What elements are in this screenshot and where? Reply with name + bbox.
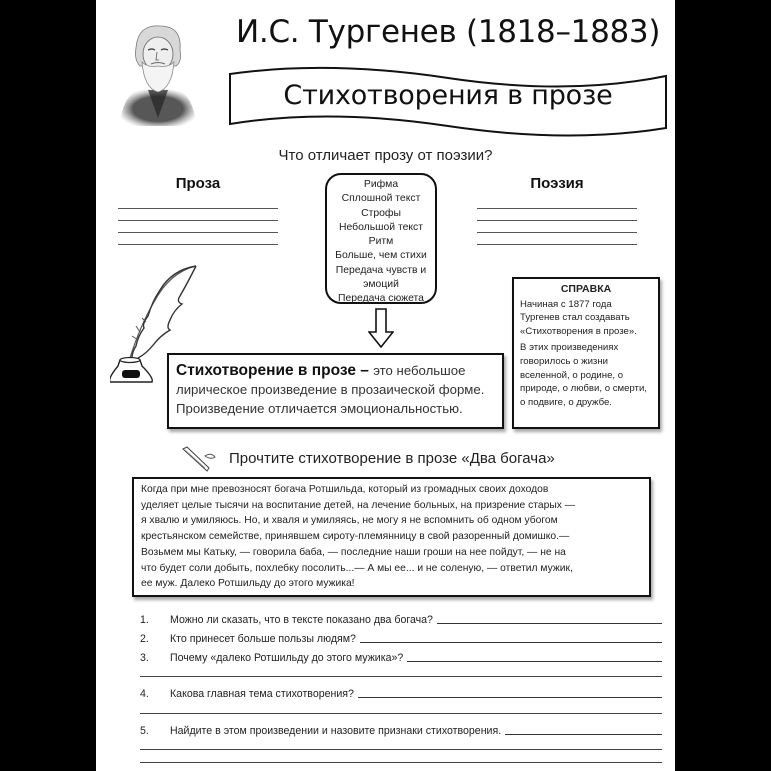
- question-text: Какова главная тема стихотворения?: [170, 688, 354, 700]
- down-arrow-icon: [368, 308, 394, 348]
- info-box-title: СПРАВКА: [560, 283, 612, 295]
- feature-item: Сплошной текст: [341, 193, 421, 205]
- question-number: 2.: [140, 633, 149, 645]
- reading-prompt: Прочтите стихотворение в прозе «Два богача»: [229, 450, 555, 467]
- page-title: И.С. Тургенев (1818–1883): [236, 14, 661, 50]
- question-text: Почему «далеко Ротшильду до этого мужика»?: [170, 652, 404, 664]
- definition-term: Стихотворение в прозе: [176, 362, 356, 379]
- poetry-column-heading: Поэзия: [530, 175, 584, 192]
- feature-item: Строфы: [361, 207, 401, 219]
- poem-text-line: Возьмем мы Катьку, — говорила баба, — последние наши гроши на нее пойдут, — не на: [141, 546, 566, 558]
- answer-line[interactable]: [360, 642, 662, 643]
- answer-line[interactable]: [477, 244, 637, 245]
- definition-text: лирическое произведение в прозаической форме.: [176, 382, 485, 397]
- answer-line[interactable]: [505, 734, 662, 735]
- pen-icon: [181, 446, 217, 472]
- definition-box: [167, 353, 504, 429]
- worksheet-page: [96, 0, 675, 771]
- feature-item: Небольшой текст: [339, 221, 423, 233]
- section-banner-title: Стихотворения в прозе: [283, 80, 613, 111]
- question-row: [140, 684, 662, 700]
- poem-text-line: Когда при мне превозносят богача Ротшильда, который из громадных своих доходов: [141, 484, 549, 495]
- question-number: 3.: [140, 652, 149, 664]
- feature-item: Больше, чем стихи: [335, 250, 427, 262]
- feature-item: эмоций: [363, 279, 399, 291]
- info-paragraph: Начиная с 1877 года Тургенев стал создавать «Стихотворения в прозе».: [520, 298, 637, 337]
- info-paragraph: В этих произведениях говорилось о жизни вселенной, о родине, о природе, о любви, о смерти, о подвиге, о дружбе.: [520, 342, 647, 408]
- answer-line[interactable]: [477, 220, 637, 221]
- question-number: 4.: [140, 688, 149, 700]
- comparison-question: Что отличает прозу от поэзии?: [278, 147, 493, 164]
- feature-item: Рифма: [363, 179, 399, 190]
- answer-line[interactable]: [140, 762, 662, 763]
- definition-dash: –: [355, 362, 374, 379]
- question-row: [140, 610, 662, 626]
- poem-text-line: крестьянском семействе, принявшем сироту-племянницу в свой разоренный домишко.—: [141, 531, 570, 543]
- poetry-answer-lines[interactable]: [477, 208, 637, 256]
- answer-line[interactable]: [477, 208, 637, 209]
- reference-info-box: [512, 277, 660, 429]
- answer-line[interactable]: [477, 232, 637, 233]
- feature-item: Передача сюжета: [338, 293, 424, 305]
- answer-line[interactable]: [140, 749, 662, 750]
- turgenev-portrait-image: [118, 18, 198, 128]
- answer-line[interactable]: [118, 244, 278, 245]
- answer-line[interactable]: [437, 623, 662, 624]
- question-number: 1.: [140, 614, 149, 626]
- poem-text-line: уделяет целые тысячи на воспитание детей, на лечение больных, на призрение старых —: [141, 499, 576, 511]
- features-list-box: [325, 173, 437, 304]
- answer-line[interactable]: [407, 661, 662, 662]
- answer-line[interactable]: [140, 713, 662, 714]
- question-row: [140, 648, 662, 664]
- poem-text-line: ее муж. Далеко Ротшильду до этого мужика!: [141, 578, 355, 590]
- prose-column-heading: Проза: [175, 175, 221, 192]
- poem-text-box: [132, 477, 651, 597]
- definition-text: Произведение отличается эмоциональностью.: [176, 401, 463, 416]
- poem-text-line: я хвалю и умиляюсь. Но, и хваля и умиляясь, не могу я не вспомнить об одном убогом: [141, 515, 558, 527]
- feature-item: Ритм: [368, 236, 394, 248]
- poem-text-line: что будет соли добыть, похлебку посолить...— А мы ее... и не соленую, — ответил мужик,: [141, 562, 573, 574]
- answer-line[interactable]: [118, 208, 278, 209]
- feature-item: Передача чувств и: [335, 264, 427, 276]
- answer-line[interactable]: [118, 220, 278, 221]
- question-row: [140, 629, 662, 645]
- answer-line[interactable]: [118, 232, 278, 233]
- answer-line[interactable]: [358, 697, 662, 698]
- question-row: [140, 721, 662, 737]
- prose-answer-lines[interactable]: [118, 208, 278, 256]
- question-text: Кто принесет больше пользы людям?: [170, 633, 356, 645]
- question-text: Найдите в этом произведении и назовите признаки стихотворения.: [170, 725, 502, 737]
- definition-text: это небольшое: [373, 363, 466, 378]
- question-number: 5.: [140, 725, 149, 737]
- question-text: Можно ли сказать, что в тексте показано два богача?: [170, 614, 433, 626]
- answer-line[interactable]: [140, 676, 662, 677]
